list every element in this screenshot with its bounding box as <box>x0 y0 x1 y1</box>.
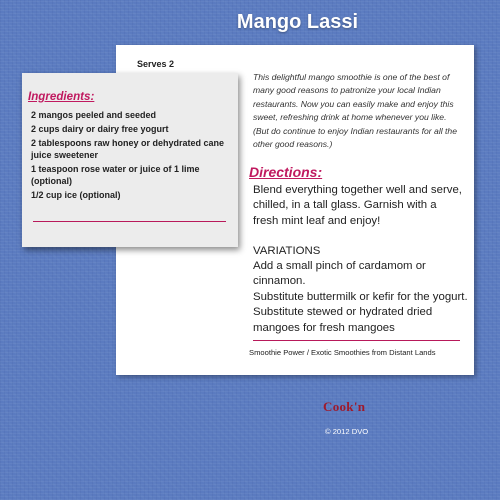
ingredient-item: 2 tablespoons raw honey or dehydrated cane juice sweetener <box>31 137 225 160</box>
ingredients-divider <box>33 221 226 222</box>
copyright-text: © 2012 DVO <box>325 427 369 436</box>
ingredient-item: 1/2 cup ice (optional) <box>31 189 121 200</box>
directions-heading: Directions: <box>249 164 323 180</box>
ingredients-list <box>31 109 236 202</box>
divider <box>253 340 460 341</box>
recipe-intro: This delightful mango smoothie is one of the best of many good reasons to patronize your local Indian restaurants. Now you can easily make and enjoy this sweet, refreshing drink at home whenever you like. (But do continue to enjoy Indian restaurants for all the other good reasons.) <box>253 72 457 150</box>
variations-list <box>253 259 471 336</box>
serves-label: Serves 2 <box>137 59 175 69</box>
ingredient-item: 1 teaspoon rose water or juice of 1 lime (optional) <box>31 163 200 186</box>
recipe-title: Mango Lassi <box>236 11 359 33</box>
variation-item: Add a small pinch of cardamom or cinnamon. <box>253 260 426 288</box>
ingredient-item: 2 mangos peeled and seeded <box>31 110 157 120</box>
ingredients-heading: Ingredients: <box>28 90 95 103</box>
ingredient-item: 2 cups dairy or dairy free yogurt <box>31 123 169 134</box>
directions-text: Blend everything together well and serve, chilled, in a tall glass. Garnish with a fresh mint leaf and enjoy! <box>253 184 462 227</box>
recipe-source: Smoothie Power / Exotic Smoothies from Distant Lands <box>249 348 436 357</box>
variations-heading: VARIATIONS <box>253 245 321 257</box>
cookn-logo: Cook'n <box>323 399 366 414</box>
variation-item: Substitute buttermilk or kefir for the yogurt. <box>253 290 468 303</box>
variation-item: Substitute stewed or hydrated dried mangoes for fresh mangoes <box>253 306 433 334</box>
